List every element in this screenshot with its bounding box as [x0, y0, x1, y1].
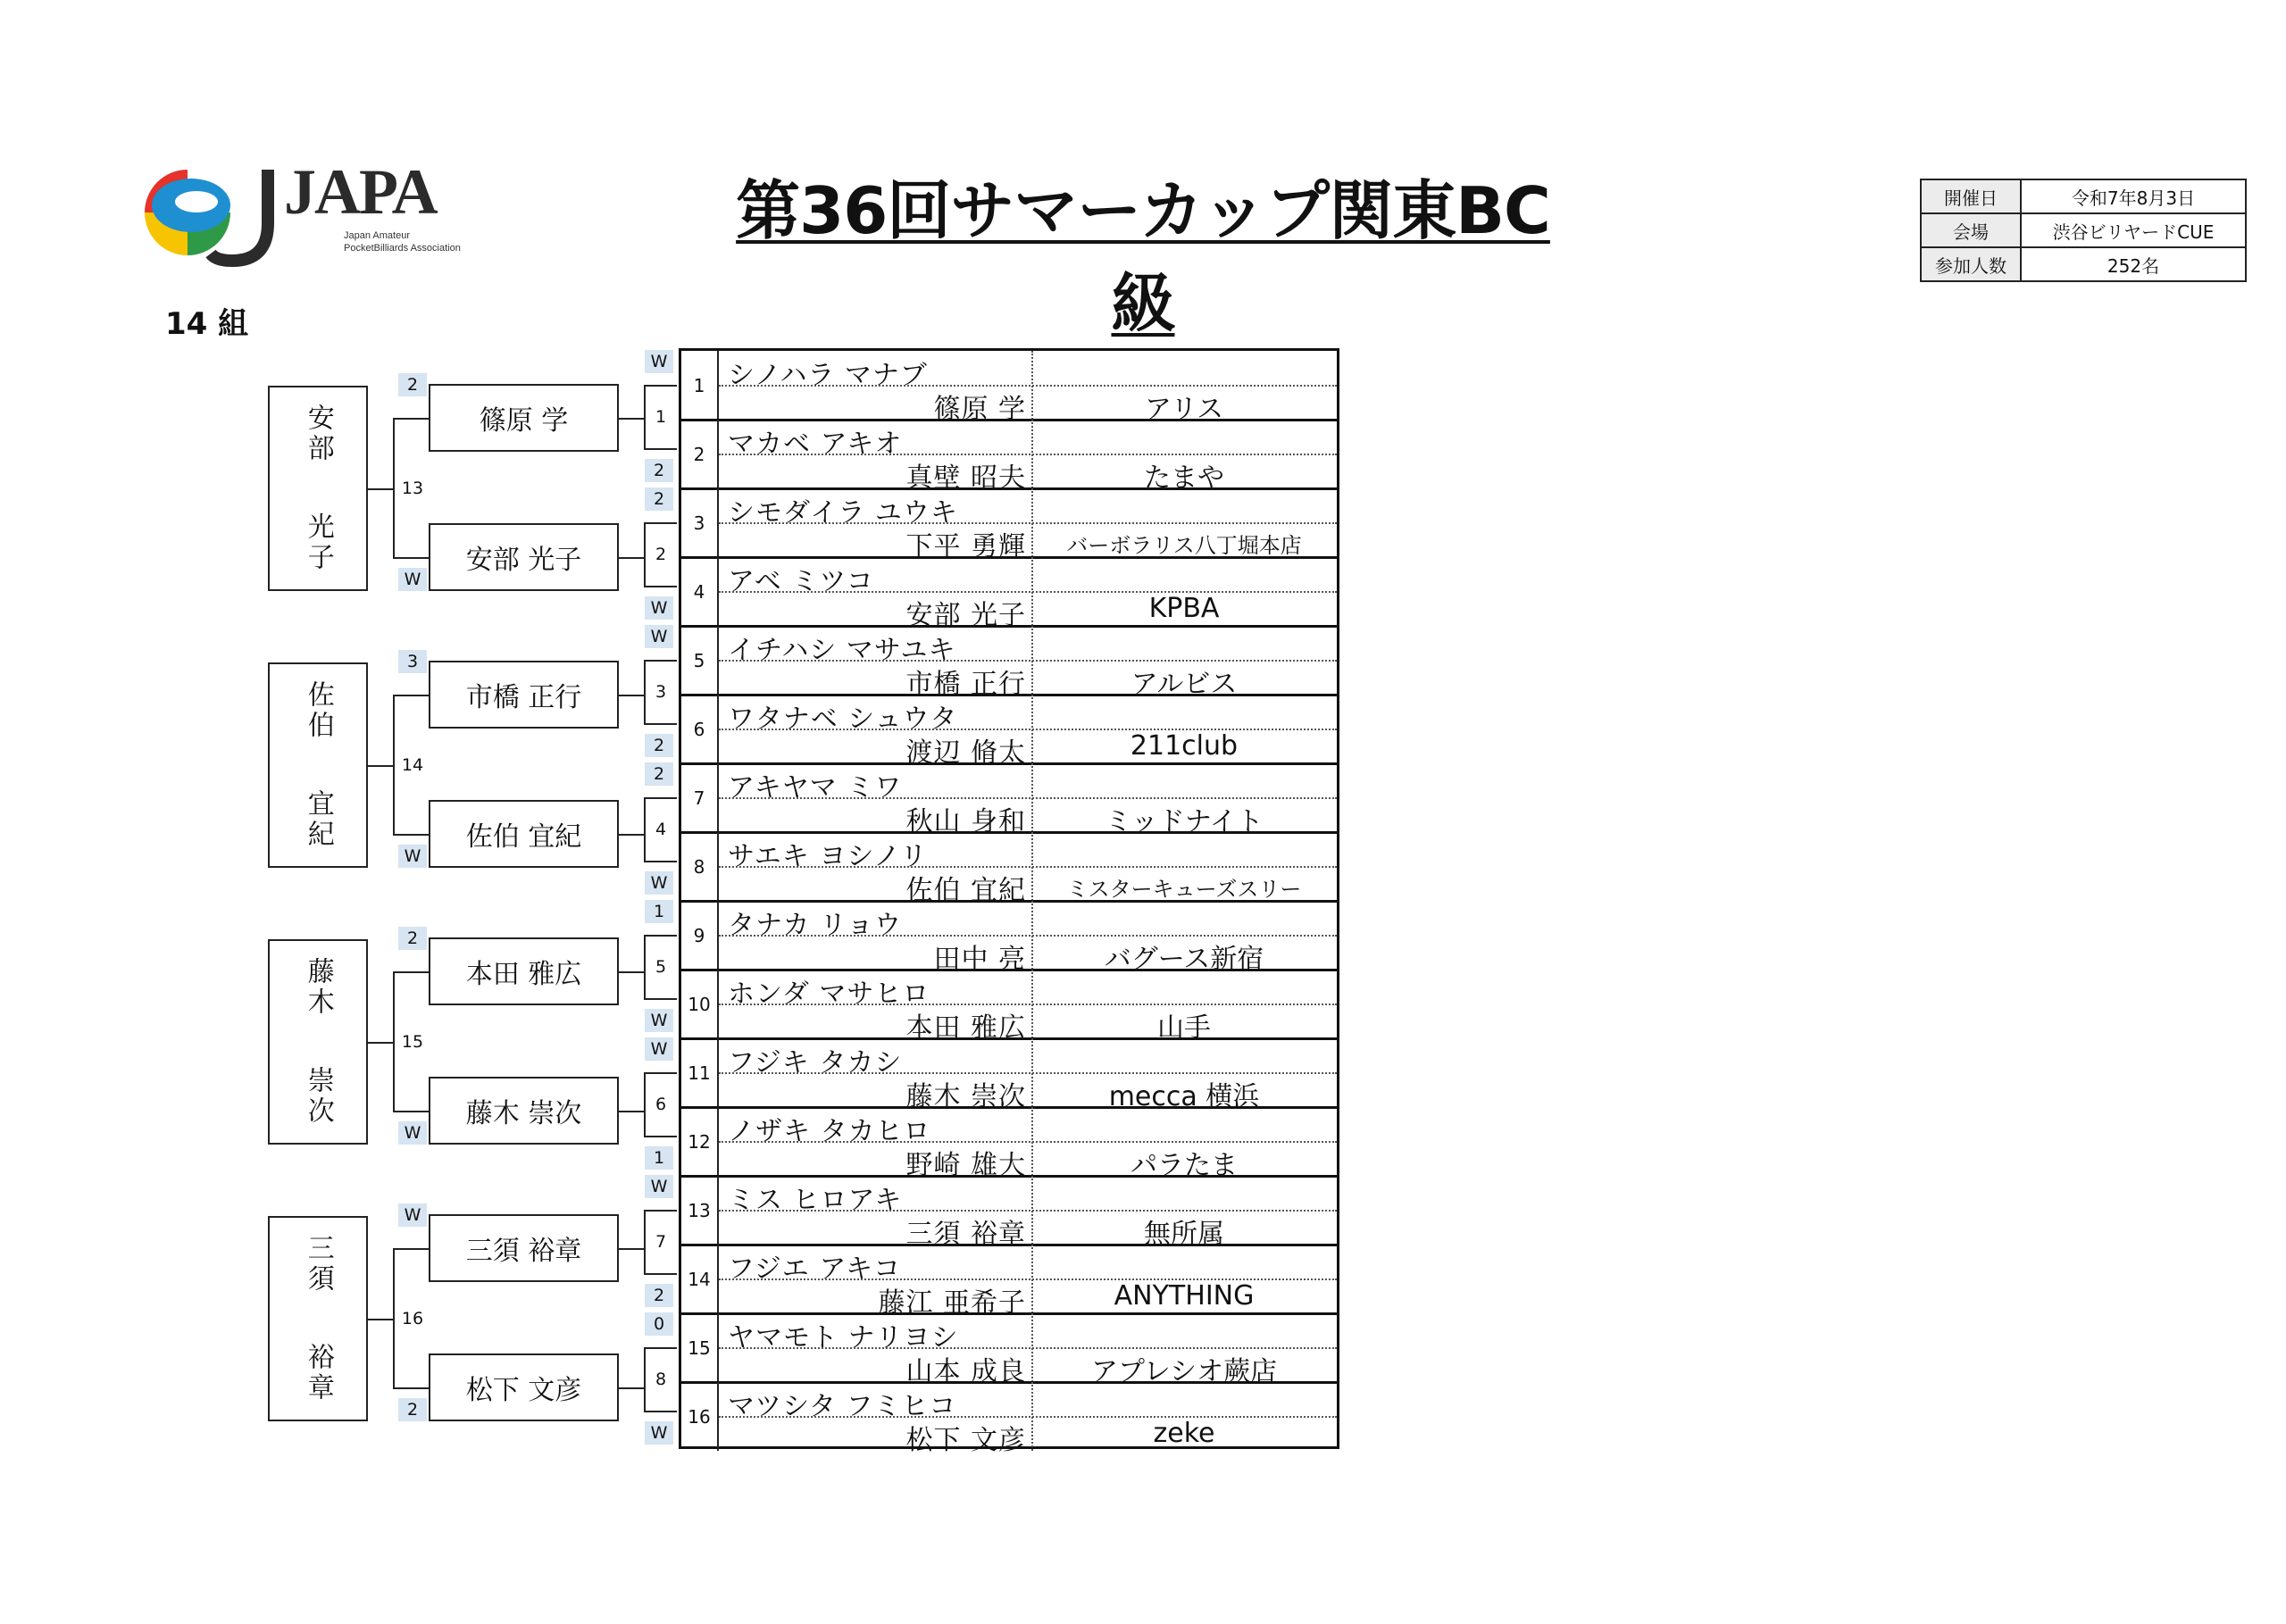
- bracket-line: [368, 1042, 393, 1044]
- japa-logo: [134, 156, 461, 268]
- player-number: 3: [681, 488, 719, 557]
- round1-match-number: 5: [655, 957, 667, 977]
- player-kana: マカベ アキオ: [728, 429, 903, 460]
- round1-match-number: 7: [655, 1232, 667, 1252]
- info-value-date: 令和7年8月3日: [2021, 179, 2246, 213]
- semi-match-number: 13: [401, 479, 424, 498]
- player-row: [681, 626, 1337, 700]
- bracket-line: [393, 971, 395, 1111]
- round1-score: W: [645, 625, 673, 648]
- player-number: 5: [681, 626, 719, 695]
- info-value-participants: 252名: [2021, 247, 2246, 281]
- player-name: 渡辺 脩太: [905, 737, 1026, 769]
- player-kana: フジエ アキコ: [728, 1253, 902, 1285]
- bracket-line: [393, 1248, 395, 1387]
- round1-score: W: [645, 1175, 673, 1198]
- player-number: 9: [681, 901, 719, 970]
- player-kana: アベ ミツコ: [728, 566, 874, 597]
- player-name: 松下 文彦: [905, 1425, 1026, 1456]
- player-row: [681, 1382, 1337, 1456]
- player-kana: シノハラ マナブ: [728, 360, 928, 391]
- semi-match-number: 14: [401, 755, 424, 775]
- player-name: 佐伯 宜紀: [905, 875, 1026, 906]
- player-name: 篠原 学: [933, 394, 1026, 425]
- player-number: 15: [681, 1313, 719, 1382]
- bracket-line: [393, 1111, 429, 1112]
- player-name: 下平 勇輝: [905, 531, 1026, 562]
- bracket-line: [368, 488, 393, 490]
- player-name: 田中 亮: [933, 944, 1026, 975]
- bracket-line: [368, 1319, 393, 1320]
- semi-player-b: 佐伯 宜紀: [429, 800, 619, 868]
- semi-player-a: 三須 裕章: [429, 1214, 619, 1282]
- player-kana: ホンダ マサヒロ: [728, 979, 930, 1010]
- player-number: 10: [681, 970, 719, 1038]
- winner-given-name: 崇次: [302, 1066, 334, 1127]
- round1-match-number: 1: [655, 407, 667, 427]
- player-number: 16: [681, 1382, 719, 1451]
- round1-score: W: [645, 1421, 673, 1445]
- player-club: ANYTHING: [1114, 1280, 1255, 1312]
- logo-wordmark: JAPA: [284, 156, 437, 228]
- semi-player-b: 安部 光子: [429, 523, 619, 591]
- semi-player-a: 篠原 学: [429, 384, 619, 452]
- bracket-line: [393, 557, 429, 559]
- info-label-participants: 参加人数: [1921, 247, 2021, 281]
- winner-surname: 藤木: [302, 957, 334, 1018]
- player-name: 真壁 昭夫: [905, 462, 1026, 494]
- player-club: zeke: [1153, 1418, 1215, 1449]
- player-name: 市橋 正行: [905, 669, 1026, 700]
- semi-score-a: 2: [398, 373, 427, 396]
- bracket-line: [619, 1111, 644, 1112]
- semi-match-number: 15: [401, 1032, 424, 1052]
- info-label-date: 開催日: [1921, 179, 2021, 213]
- player-club: アルビス: [1130, 669, 1238, 700]
- semi-score-a: 2: [398, 927, 427, 950]
- player-number: 12: [681, 1107, 719, 1176]
- round1-score: W: [645, 871, 673, 895]
- round1-match-number: 6: [655, 1095, 667, 1114]
- player-club: KPBA: [1148, 593, 1220, 624]
- player-row: [681, 488, 1337, 562]
- winner-surname: 安部: [302, 404, 334, 464]
- round1-match-number: 3: [655, 682, 667, 702]
- bracket-line: [619, 1387, 644, 1389]
- round1-match-number: 4: [655, 820, 667, 839]
- semi-score-b: W: [398, 845, 427, 868]
- player-kana: シモダイラ ユウキ: [728, 497, 958, 529]
- bracket-line: [619, 1248, 644, 1250]
- event-info-table: [1920, 179, 2247, 282]
- player-row: [681, 695, 1337, 769]
- winner-surname: 佐伯: [302, 680, 334, 741]
- semi-match-number: 16: [401, 1309, 424, 1328]
- round1-score: W: [645, 350, 673, 373]
- group-winner-box: [268, 662, 368, 868]
- player-row: [681, 420, 1337, 494]
- bracket-line: [619, 971, 644, 973]
- round1-score: 0: [645, 1312, 673, 1336]
- player-number: 14: [681, 1245, 719, 1313]
- player-kana: マツシタ フミヒコ: [728, 1391, 957, 1422]
- player-kana: アキヤマ ミワ: [728, 772, 903, 804]
- players-table: [679, 348, 1339, 1456]
- winner-given-name: 光子: [302, 512, 334, 573]
- semi-player-b: 藤木 崇次: [429, 1077, 619, 1145]
- player-club: アプレシオ蕨店: [1090, 1356, 1278, 1387]
- bracket-line: [393, 695, 395, 834]
- bracket-line: [619, 557, 644, 559]
- player-number: 1: [681, 351, 719, 420]
- info-value-venue: 渋谷ビリヤードCUE: [2021, 213, 2246, 247]
- group-winner-box: [268, 386, 368, 591]
- player-row: [681, 832, 1337, 906]
- player-club: バグース新宿: [1104, 944, 1264, 975]
- player-club: ミスターキューズスリー: [1066, 877, 1302, 902]
- player-row: [681, 1176, 1337, 1250]
- player-name: 秋山 身和: [905, 806, 1026, 837]
- player-row: [681, 970, 1337, 1044]
- player-name: 野崎 雄大: [905, 1150, 1026, 1181]
- semi-score-b: 2: [398, 1398, 427, 1421]
- player-row: [681, 1313, 1337, 1387]
- player-row: [681, 1038, 1337, 1112]
- logo-subtitle-1: Japan Amateur: [344, 230, 410, 241]
- player-kana: イチハシ マサユキ: [728, 635, 956, 666]
- player-number: 11: [681, 1038, 719, 1107]
- player-number: 4: [681, 557, 719, 626]
- player-row: [681, 557, 1337, 631]
- player-row: [681, 1107, 1337, 1181]
- info-label-venue: 会場: [1921, 213, 2021, 247]
- player-number: 8: [681, 832, 719, 901]
- round1-score: W: [645, 1037, 673, 1061]
- player-name: 安部 光子: [905, 600, 1026, 631]
- player-number: 2: [681, 420, 719, 488]
- group-winner-box: [268, 939, 368, 1145]
- player-name: 藤木 崇次: [905, 1081, 1026, 1112]
- round1-match-number: 8: [655, 1370, 667, 1389]
- player-row: [681, 901, 1337, 975]
- player-kana: フジキ タカシ: [728, 1047, 903, 1079]
- player-name: 藤江 亜希子: [878, 1287, 1026, 1319]
- semi-player-a: 本田 雅広: [429, 937, 619, 1005]
- player-kana: ミス ヒロアキ: [728, 1185, 903, 1216]
- semi-score-b: W: [398, 1121, 427, 1145]
- player-name: 山本 成良: [905, 1356, 1026, 1387]
- round1-score: W: [645, 1009, 673, 1032]
- player-club: パラたま: [1130, 1150, 1238, 1181]
- bracket-line: [393, 971, 429, 973]
- player-club: たまや: [1144, 462, 1224, 494]
- semi-score-b: W: [398, 568, 427, 591]
- round1-score: 2: [645, 762, 673, 786]
- player-row: [681, 351, 1337, 425]
- bracket-line: [619, 834, 644, 836]
- bracket-line: [368, 765, 393, 767]
- round1-score: 2: [645, 734, 673, 757]
- winner-given-name: 裕章: [302, 1343, 334, 1403]
- round1-match-number: 2: [655, 545, 667, 564]
- player-number: 7: [681, 763, 719, 832]
- bracket-line: [393, 1248, 429, 1250]
- round1-score: 2: [645, 1284, 673, 1307]
- round1-score: 2: [645, 459, 673, 482]
- semi-player-a: 市橋 正行: [429, 661, 619, 729]
- player-name: 本田 雅広: [905, 1012, 1026, 1044]
- group-winner-box: [268, 1216, 368, 1421]
- bracket-line: [619, 418, 644, 420]
- round1-score: 1: [645, 1146, 673, 1170]
- player-kana: ヤマモト ナリヨシ: [728, 1322, 959, 1353]
- semi-score-a: 3: [398, 650, 427, 673]
- player-kana: サエキ ヨシノリ: [728, 841, 928, 872]
- player-kana: ノザキ タカヒロ: [728, 1116, 931, 1147]
- player-club: mecca 横浜: [1108, 1081, 1260, 1112]
- player-club: アリス: [1144, 394, 1224, 425]
- winner-surname: 三須: [302, 1234, 334, 1295]
- player-club: バーボラリス八丁堀本店: [1066, 533, 1302, 558]
- player-kana: タナカ リョウ: [728, 910, 903, 941]
- player-kana: ワタナベ シュウタ: [728, 704, 958, 735]
- logo-subtitle-2: PocketBilliards Association: [344, 243, 461, 254]
- round1-score: 1: [645, 900, 673, 923]
- round1-score: W: [645, 596, 673, 620]
- winner-given-name: 宜紀: [302, 789, 334, 850]
- semi-player-b: 松下 文彦: [429, 1353, 619, 1421]
- semi-score-a: W: [398, 1203, 427, 1227]
- bracket-line: [393, 418, 395, 557]
- player-club: ミッドナイト: [1105, 806, 1264, 837]
- round1-score: 2: [645, 487, 673, 511]
- japa-logo-mark-icon: [134, 161, 286, 268]
- player-number: 13: [681, 1176, 719, 1245]
- player-club: 山手: [1157, 1012, 1211, 1044]
- player-number: 6: [681, 695, 719, 763]
- player-club: 211club: [1130, 730, 1239, 762]
- bracket-line: [393, 1387, 429, 1389]
- group-label: 14 組: [165, 306, 249, 342]
- player-row: [681, 1245, 1337, 1319]
- page-title: 第36回サマーカップ関東BC級: [736, 173, 1550, 341]
- player-name: 三須 裕章: [905, 1219, 1026, 1250]
- player-club: 無所属: [1144, 1219, 1224, 1250]
- bracket-line: [393, 418, 429, 420]
- bracket-line: [393, 834, 429, 836]
- bracket-line: [619, 695, 644, 696]
- player-row: [681, 763, 1337, 837]
- bracket-line: [393, 695, 429, 696]
